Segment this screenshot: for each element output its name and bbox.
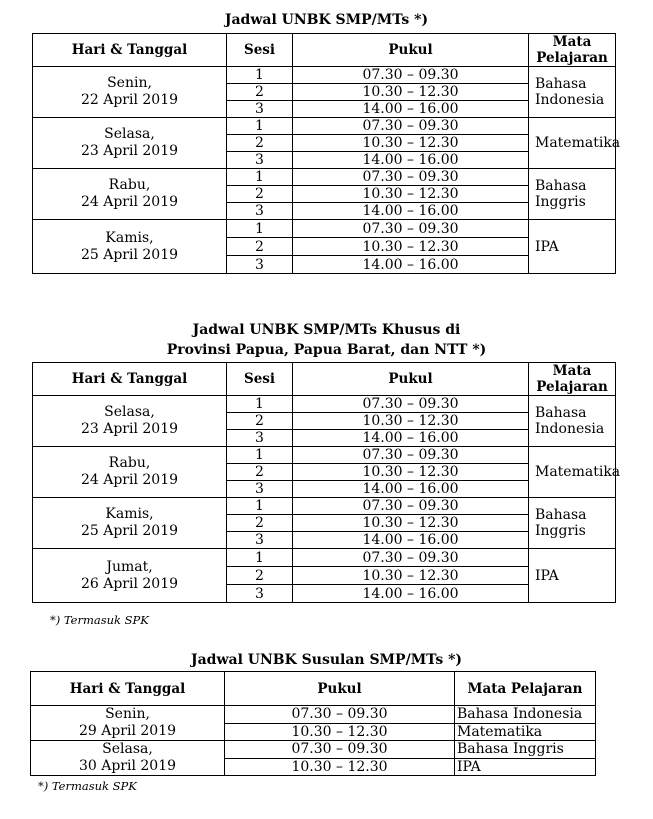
subject-cell: Matematika [529,447,616,498]
day-date: 24 April 2019 [80,472,179,488]
sesi-cell: 2 [227,413,293,430]
sesi-cell: 2 [227,84,293,101]
sesi-cell: 3 [227,152,293,169]
day-cell [31,706,225,741]
schedule-table-regular [32,33,621,274]
sesi-cell: 2 [227,238,293,256]
day-cell [31,741,225,776]
schedule-table-papua [32,362,621,603]
table3-title: Jadwal UNBK Susulan SMP/MTs *) [190,652,463,668]
time-cell: 07.30 – 09.30 [293,396,529,413]
sesi-cell: 1 [227,169,293,186]
header-hari-tanggal: Hari & Tanggal [31,672,225,706]
day-date: 30 April 2019 [78,758,177,774]
sesi-cell: 3 [227,481,293,498]
header-hari-tanggal: Hari & Tanggal [33,34,227,67]
subject-cell: Matematika [455,723,596,741]
time-cell: 14.00 – 16.00 [293,585,529,603]
day-date: 23 April 2019 [80,143,179,159]
day-date: 22 April 2019 [80,92,179,108]
time-cell: 07.30 – 09.30 [293,118,529,135]
day-date: 25 April 2019 [80,523,179,539]
header-pukul: Pukul [225,672,455,706]
time-cell: 07.30 – 09.30 [293,498,529,515]
day-name: Jumat, [106,558,153,575]
subject-cell: Bahasa Inggris [529,498,616,549]
sesi-cell: 1 [227,447,293,464]
time-cell: 10.30 – 12.30 [225,758,455,776]
time-cell: 14.00 – 16.00 [293,532,529,549]
day-name: Kamis, [105,229,154,246]
table2-title-line1: Jadwal UNBK SMP/MTs Khusus di [192,322,461,338]
subject-cell: Matematika [529,118,616,169]
time-cell: 10.30 – 12.30 [293,464,529,481]
sesi-cell: 3 [227,585,293,603]
sesi-cell: 1 [227,67,293,84]
table2-title-line2: Provinsi Papua, Papua Barat, dan NTT *) [166,342,487,358]
sesi-cell: 3 [227,430,293,447]
time-cell: 10.30 – 12.30 [293,238,529,256]
day-date: 25 April 2019 [80,246,179,263]
time-cell: 14.00 – 16.00 [293,256,529,274]
time-cell: 07.30 – 09.30 [225,706,455,724]
header-mata-pelajaran: Mata Pelajaran [455,672,596,706]
time-cell: 14.00 – 16.00 [293,152,529,169]
header-sesi: Sesi [227,34,293,67]
day-date: 24 April 2019 [80,194,179,210]
sesi-cell: 1 [227,220,293,238]
schedule-table-susulan [30,671,596,776]
day-name: Senin, [105,706,150,722]
day-cell [33,498,227,549]
time-cell: 10.30 – 12.30 [293,84,529,101]
day-name: Rabu, [108,177,151,193]
sesi-cell: 3 [227,203,293,220]
day-cell [33,396,227,447]
day-cell [33,220,227,274]
subject-cell: Bahasa Inggris [455,741,596,759]
header-pukul: Pukul [293,34,529,67]
subject-cell: Bahasa Indonesia [529,396,616,447]
time-cell: 07.30 – 09.30 [293,447,529,464]
time-cell: 10.30 – 12.30 [293,413,529,430]
day-date: 29 April 2019 [78,723,177,739]
time-cell: 14.00 – 16.00 [293,430,529,447]
sesi-cell: 2 [227,135,293,152]
header-pukul: Pukul [293,363,529,396]
sesi-cell: 1 [227,118,293,135]
time-cell: 07.30 – 09.30 [293,549,529,567]
subject-cell: IPA [529,549,616,603]
header-mata-pelajaran: Mata Pelajaran [529,363,616,396]
subject-cell: Bahasa Indonesia [529,67,616,118]
sesi-cell: 1 [227,396,293,413]
sesi-cell: 1 [227,498,293,515]
sesi-cell: 2 [227,515,293,532]
sesi-cell: 2 [227,186,293,203]
day-date: 26 April 2019 [80,575,179,592]
time-cell: 10.30 – 12.30 [293,135,529,152]
sesi-cell: 2 [227,567,293,585]
day-cell [33,118,227,169]
footnote: *) Termasuk SPK [50,613,149,627]
day-name: Senin, [107,75,152,91]
time-cell: 07.30 – 09.30 [293,220,529,238]
sesi-cell: 1 [227,549,293,567]
day-name: Selasa, [102,741,153,757]
time-cell: 10.30 – 12.30 [293,186,529,203]
day-cell [33,67,227,118]
subject-cell: Bahasa Inggris [529,169,616,220]
header-sesi: Sesi [227,363,293,396]
header-hari-tanggal: Hari & Tanggal [33,363,227,396]
day-cell [33,169,227,220]
subject-cell: Bahasa Indonesia [455,706,596,724]
time-cell: 14.00 – 16.00 [293,481,529,498]
time-cell: 10.30 – 12.30 [293,567,529,585]
subject-cell: IPA [455,758,596,776]
sesi-cell: 3 [227,101,293,118]
time-cell: 07.30 – 09.30 [225,741,455,759]
time-cell: 10.30 – 12.30 [293,515,529,532]
day-name: Selasa, [104,126,155,142]
day-name: Kamis, [105,506,154,522]
sesi-cell: 3 [227,256,293,274]
time-cell: 14.00 – 16.00 [293,203,529,220]
time-cell: 14.00 – 16.00 [293,101,529,118]
time-cell: 07.30 – 09.30 [293,67,529,84]
footnote: *) Termasuk SPK [38,779,137,793]
time-cell: 10.30 – 12.30 [225,723,455,741]
day-name: Selasa, [104,404,155,420]
day-cell [33,549,227,603]
sesi-cell: 3 [227,532,293,549]
day-date: 23 April 2019 [80,421,179,437]
day-cell [33,447,227,498]
time-cell: 07.30 – 09.30 [293,169,529,186]
sesi-cell: 2 [227,464,293,481]
header-mata-pelajaran: Mata Pelajaran [529,34,616,67]
subject-cell: IPA [529,220,616,274]
table1-title: Jadwal UNBK SMP/MTs *) [224,12,429,28]
day-name: Rabu, [108,455,151,471]
